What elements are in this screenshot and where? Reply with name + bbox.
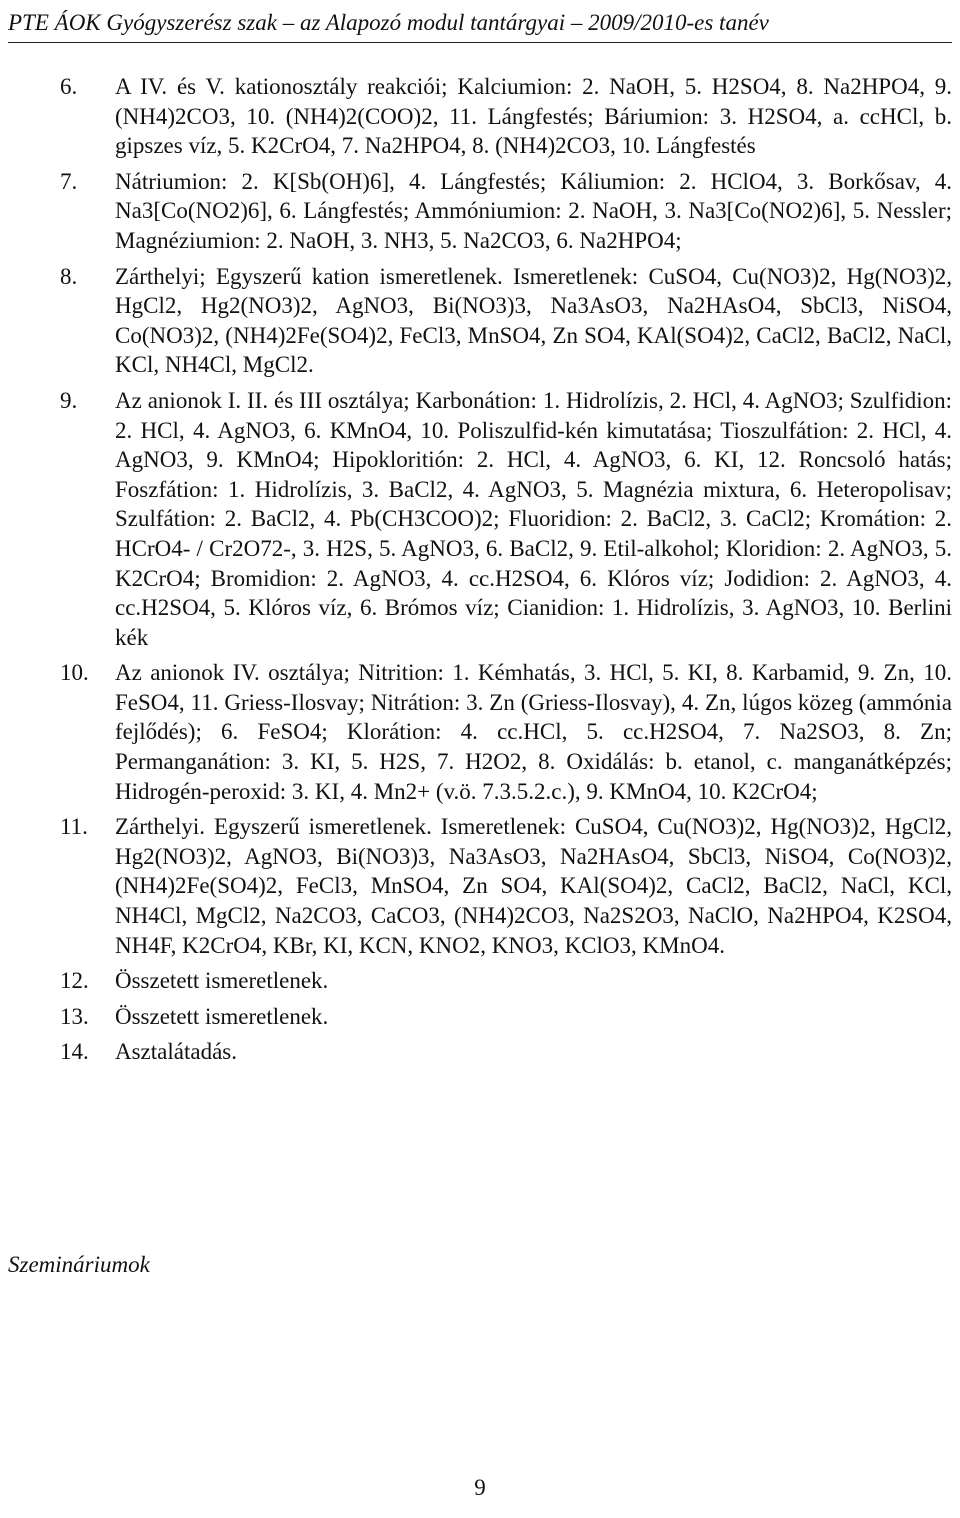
list-item-text: Az anionok I. II. és III osztálya; Karbonátion: 1. Hidrolízis, 2. HCl, 4. AgNO3; Szulfidion: 2. HCl, 4. AgNO3, 6. KMnO4, 10. Poliszulfid-kén kimutatása; Tioszulfátion: 2. HCl, 4. AgNO3, 9. KMnO4; Hipokloritión: 2. HCl, 4. AgNO3, 6. KI, 12. Roncsoló hatás; Foszfátion: 1. Hidrolízis, 3. BaCl2, 4. AgNO3, 5. Magnézia mixtura, 6. Heteropolisav; Szulfátion: 2. BaCl2, 4. Pb(CH3COO)2; Fluoridion: 2. BaCl2, 3. CaCl2; Kromátion: 2. HCrO4- / Cr2O72-, 3. H2S, 5. AgNO3, 6. BaCl2, 9. Etil-alkohol; Kloridion: 2. AgNO3, 5. K2CrO4; Bromidion: 2. AgNO3, 4. cc.H2SO4, 6. Klóros víz; Jodidion: 2. AgNO3, 4. cc.H2SO4, 5. Klóros víz, 6. Brómos víz; Cianidion: 1. Hidrolízis, 3. AgNO3, 10. Berlini kék [115,387,952,650]
syllabus-list [0,72,960,1073]
list-item-number: 13. [60,1003,89,1029]
list-item-text: Nátriumion: 2. K[Sb(OH)6], 4. Lángfestés; Káliumion: 2. HClO4, 3. Borkősav, 4. Na3[Co(NO2)6], 6. Lángfestés; Ammóniumion: 2. NaOH, 3. Na3[Co(NO2)6], 5. Nessler; Magnéziumion: 2. NaOH, 3. NH3, 5. Na2CO3, 6. Na2HPO4; [115,168,952,253]
list-item [0,262,960,380]
list-item [0,1002,960,1032]
section-heading: Szemináriumok [8,1252,150,1277]
list-item-number: 12. [60,968,89,994]
list-item-number: 7. [60,168,78,194]
page-header: PTE ÁOK Gyógyszerész szak – az Alapozó modul tantárgyai – 2009/2010-es tanév [8,10,769,35]
list-item-text: Zárthelyi; Egyszerű kation ismeretlenek. Ismeretlenek: CuSO4, Cu(NO3)2, Hg(NO3)2, HgCl2, Hg2(NO3)2, AgNO3, Bi(NO3)3, Na3AsO3, Na2HAsO4, SbCl3, NiSO4, Co(NO3)2, (NH4)2Fe(SO4)2, FeCl3, MnSO4, Zn SO4, KAl(SO4)2, CaCl2, BaCl2, NaCl, KCl, NH4Cl, MgCl2. [115,263,952,378]
list-item-number: 11. [60,814,88,840]
page-number: 9 [474,1475,486,1500]
list-item-text: Asztalátadás. [115,1039,237,1065]
list-item [0,1037,960,1067]
list-item [0,812,960,960]
list-item-text: A IV. és V. kationosztály reakciói; Kalciumion: 2. NaOH, 5. H2SO4, 8. Na2HPO4, 9. (NH4)2CO3, 10. (NH4)2(COO)2, 11. Lángfestés; Báriumion: 3. H2SO4, a. ccHCl, b. gipszes víz, 5. K2CrO4, 7. Na2HPO4, 8. (NH4)2CO3, 10. Lángfestés [115,74,952,159]
header-divider [8,42,952,43]
list-item [0,966,960,996]
list-item [0,386,960,652]
list-item [0,167,960,256]
list-item-number: 6. [60,74,78,99]
list-item-text: Az anionok IV. osztálya; Nitrition: 1. Kémhatás, 3. HCl, 5. KI, 8. Karbamid, 9. Zn, 10. FeSO4, 11. Griess-Ilosvay; Nitrátion: 3. Zn (Griess-Ilosvay), 4. Zn, lúgos közeg (ammónia fejlődés); 6. FeSO4; Klorátion: 4. cc.HCl, 5. cc.H2SO4, 7. Na2SO3, 8. Zn; Permanganátion: 3. KI, 5. H2S, 7. H2O2, 8. Oxidálás: b. etanol, c. manganátképzés; Hidrogén-peroxid: 3. KI, 4. Mn2+ (v.ö. 7.3.5.2.c.), 9. KMnO4, 10. K2CrO4; [115,660,952,804]
list-item-text: Összetett ismeretlenek. [115,1003,329,1029]
list-item [0,72,960,161]
list-item-text: Zárthelyi. Egyszerű ismeretlenek. Ismeretlenek: CuSO4, Cu(NO3)2, Hg(NO3)2, HgCl2, Hg2(NO3)2, AgNO3, Bi(NO3)3, Na3AsO3, Na2HAsO4, SbCl3, NiSO4, Co(NO3)2, (NH4)2Fe(SO4)2, FeCl3, MnSO4, Zn SO4, KAl(SO4)2, CaCl2, BaCl2, NaCl, KCl, NH4Cl, MgCl2, Na2CO3, CaCO3, (NH4)2CO3, Na2S2O3, NaClO, Na2HPO4, K2SO4, NH4F, K2CrO4, KBr, KI, KCN, KNO2, KNO3, KClO3, KMnO4. [115,814,952,958]
list-item-number: 10. [60,660,89,686]
list-item-number: 9. [60,387,78,413]
list-item [0,658,960,806]
list-item-number: 14. [60,1039,89,1065]
list-item-number: 8. [60,263,78,289]
list-item-text: Összetett ismeretlenek. [115,968,329,994]
